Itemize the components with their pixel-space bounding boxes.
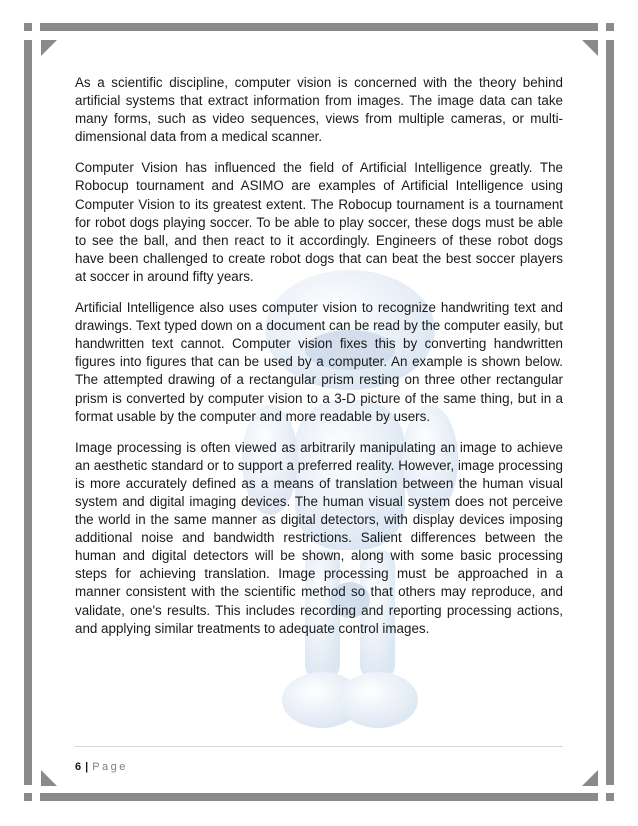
frame-corner-triangle-icon [41, 770, 57, 786]
frame-left-bar [24, 40, 32, 785]
paragraph: Image processing is often viewed as arbitrarily manipulating an image to achieve an aesthetic standard or to support a preferred reality. However, image processing is more accurately defined as a means of translation between the human visual system and digital imaging devices. The human visual system does not perceive the world in the same manner as digital detectors, with display devices imposing additional noise and bandwidth restrictions. Salient differences between the human and digital detectors will be shown, along with some basic processing steps for achieving translation. Image processing must be approached in a manner consistent with the scientific method so that others may reproduce, and validate, one's results. This includes recording and reporting processing actions, and applying similar treatments to adequate control images. [75, 439, 563, 636]
frame-top-bar [40, 23, 598, 31]
frame-corner-square [24, 793, 32, 801]
page-footer [75, 761, 128, 773]
frame-corner-triangle-icon [582, 40, 598, 56]
document-body [75, 74, 563, 651]
frame-corner-triangle-icon [582, 770, 598, 786]
frame-corner-triangle-icon [41, 40, 57, 56]
footer-separator: | [85, 761, 89, 773]
frame-corner-square [24, 23, 32, 31]
frame-corner-square [606, 23, 614, 31]
frame-bottom-bar [40, 793, 598, 801]
frame-right-bar [606, 40, 614, 785]
paragraph: As a scientific discipline, computer vision is concerned with the theory behind artificial systems that extract information from images. The image data can take many forms, such as video sequences, views from multiple cameras, or multi-dimensional data from a medical scanner. [75, 75, 563, 145]
page-label: Page [92, 761, 128, 773]
page-number: 6 [75, 761, 82, 773]
frame-corner-square [606, 793, 614, 801]
paragraph: Computer Vision has influenced the field of Artificial Intelligence greatly. The Robocup tournament and ASIMO are examples of Artificial Intelligence using Computer Vision to its greatest extent. The Robocup tournament is a tournament for robot dogs playing soccer. To be able to play soccer, these dogs must be able to see the ball, and then react to it accordingly. Engineers of these robot dogs have been challenged to create robot dogs that can beat the best soccer players at soccer in around fifty years. [75, 160, 563, 284]
footer-divider [75, 746, 563, 747]
paragraph: Artificial Intelligence also uses computer vision to recognize handwriting text and drawings. Text typed down on a document can be read by the computer easily, but handwritten text cannot. Computer vision fixes this by converting handwritten figures into figures that can be used by a computer. An example is shown below. The attempted drawing of a rectangular prism resting on three other rectangular prism is converted by computer vision to a 3-D picture of the same thing, but in a format usable by the computer and more readable by users. [75, 300, 563, 424]
